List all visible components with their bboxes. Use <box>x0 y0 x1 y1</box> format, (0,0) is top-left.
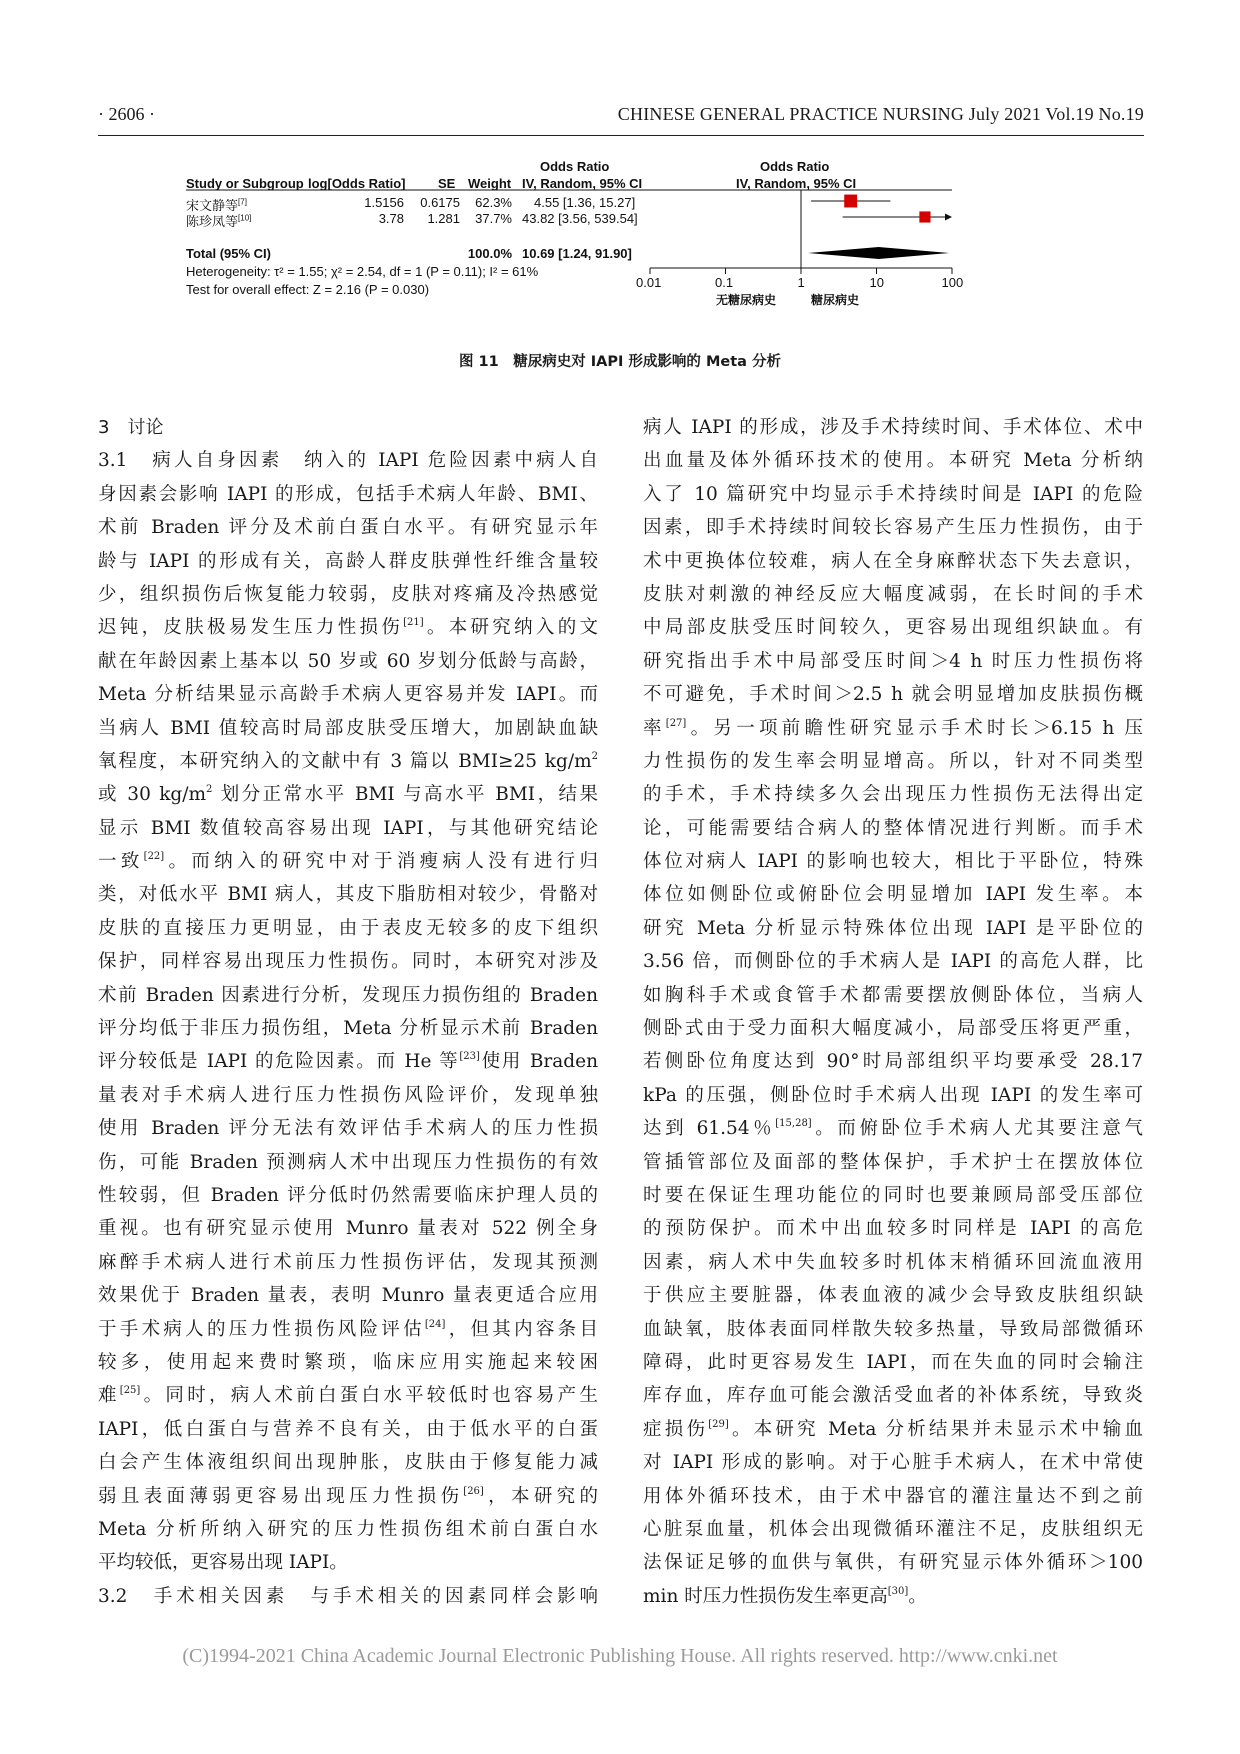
favours-left-label: 无糖尿病史 <box>716 293 777 307</box>
left-line-27: 效果优于 Braden 量表，表明 Munro 量表更适合应用 <box>98 1285 598 1307</box>
right-line-5: 术中更换体位较难，病人在全身麻醉状态下失去意识， <box>643 550 1143 572</box>
left-line-21: 量表对手术病人进行压力性损伤风险评价，发现单独 <box>98 1084 598 1106</box>
right-line-9: 不可避免，手术时间＞2.5 h 就会明显增加皮肤损伤概 <box>643 684 1143 706</box>
forest-plot <box>186 159 1066 344</box>
left-line-15: 类，对低水平 BMI 病人，其皮下脂肪相对较少，骨骼对 <box>98 884 598 906</box>
left-line-29: 较多，使用起来费时繁琐，临床应用实施起来较困 <box>98 1351 598 1373</box>
study-2-point <box>919 211 930 222</box>
left-line-2: 3.1 病人自身因素 纳入的 IAPI 危险因素中病人自 <box>98 450 598 472</box>
left-line-30: 难[25]。同时，病人术前白蛋白水平较低时也容易产生 <box>98 1385 598 1407</box>
right-line-8: 研究指出手术中局部受压时间＞4 h 时压力性损伤将 <box>643 650 1143 672</box>
right-line-13: 论，可能需要结合病人的整体情况进行判断。而手术 <box>643 817 1143 839</box>
left-line-6: 少，组织损伤后恢复能力较弱，皮肤对疼痛及冷热感觉 <box>98 583 598 605</box>
overall-effect-text: Test for overall effect: Z = 2.16 (P = 0.030) <box>186 282 430 297</box>
left-line-33: 弱且表面薄弱更容易出现压力性损伤[26]，本研究的 <box>98 1485 598 1507</box>
right-line-31: 症损伤[29]。本研究 Meta 分析结果并未显示术中输血 <box>643 1418 1143 1440</box>
page-number: · 2606 · <box>98 104 155 124</box>
study-row-1-se: 0.6175 <box>420 195 460 210</box>
right-line-30: 库存血，库存血可能会激活受血者的补体系统，导致炎 <box>643 1385 1143 1407</box>
right-line-15: 体位如侧卧位或俯卧位会明显增加 IAPI 发生率。本 <box>643 884 1143 906</box>
left-line-17: 保护，同样容易出现压力性损伤。同时，本研究对涉及 <box>98 951 598 973</box>
right-line-10: 率[27]。另一项前瞻性研究显示手术时长＞6.15 h 压 <box>643 717 1143 739</box>
right-line-25: 的预防保护。而术中出血较多时同样是 IAPI 的高危 <box>643 1218 1143 1240</box>
left-line-1: 3 讨论 <box>98 417 164 438</box>
left-line-35: 平均较低，更容易出现 IAPI。 <box>98 1552 348 1574</box>
study-row-1-log: 1.5156 <box>364 195 404 210</box>
header-odds-ratio-right: Odds Ratio <box>760 159 830 174</box>
right-line-22: 达到 61.54％[15,28]。而俯卧位手术病人尤其要注意气 <box>643 1118 1143 1140</box>
right-line-33: 用体外循环技术，由于术中器官的灌注量达不到之前 <box>643 1485 1143 1507</box>
right-column <box>643 411 1143 1613</box>
left-line-4: 术前 Braden 评分及术前白蛋白水平。有研究显示年 <box>98 517 598 539</box>
header-rule <box>98 135 1144 136</box>
study-row-2-weight: 37.7% <box>475 211 512 226</box>
right-line-14: 体位对病人 IAPI 的影响也较大，相比于平卧位，特殊 <box>643 851 1143 873</box>
right-line-6: 皮肤对刺激的神经反应大幅度减弱，在长时间的手术 <box>643 583 1143 605</box>
forest-plot-marks <box>186 172 1066 344</box>
study-2-ci-arrow <box>945 214 952 221</box>
right-line-23: 管插管部位及面部的整体保护，手术护士在摆放体位 <box>643 1151 1143 1173</box>
left-line-34: Meta 分析所纳入研究的压力性损伤组术前白蛋白水 <box>98 1518 598 1540</box>
right-line-26: 因素，病人术中失血较多时机体末梢循环回流血液用 <box>643 1251 1143 1273</box>
left-line-3: 身因素会影响 IAPI 的形成，包括手术病人年龄、BMI、 <box>98 483 598 505</box>
header-weight: Weight <box>468 176 512 191</box>
right-line-24: 时要在保证生理功能位的同时也要兼顾局部受压部位 <box>643 1184 1143 1206</box>
study-row-2-ci: 43.82 [3.56, 539.54] <box>522 211 638 226</box>
left-line-16: 皮肤的直接压力更明显，由于表皮无较多的皮下组织 <box>98 917 598 939</box>
left-line-5: 龄与 IAPI 的形成有关，高龄人群皮肤弹性纤维含量较 <box>98 550 598 572</box>
running-header <box>98 104 1144 132</box>
right-line-36: min 时压力性损伤发生率更高[30]。 <box>643 1585 927 1607</box>
right-line-34: 心脏泵血量，机体会出现微循环灌注不足，皮肤组织无 <box>643 1518 1143 1540</box>
right-line-12: 的手术，手术持续多久会出现压力性损伤无法得出定 <box>643 784 1143 806</box>
axis-tick-label-100: 100 <box>941 275 964 290</box>
right-line-27: 于供应主要脏器，体表血液的减少会导致皮肤组织缺 <box>643 1285 1143 1307</box>
right-line-20: 若侧卧位角度达到 90°时局部组织平均要承受 28.17 <box>643 1051 1143 1073</box>
right-line-1: 病人 IAPI 的形成，涉及手术持续时间、手术体位、术中 <box>643 417 1143 438</box>
total-diamond <box>808 247 949 259</box>
right-line-2: 出血量及体外循环技术的使用。本研究 Meta 分析纳 <box>643 450 1143 472</box>
study-row-1-weight: 62.3% <box>475 195 512 210</box>
total-label: Total (95% CI) <box>186 246 271 261</box>
total-weight: 100.0% <box>467 246 512 261</box>
left-line-32: 白会产生体液组织间出现肿胀，皮肤由于修复能力减 <box>98 1452 598 1474</box>
header-iv-right: IV, Random, 95% CI <box>736 176 857 191</box>
header-log: log[Odds Ratio] <box>308 176 406 191</box>
left-line-8: 献在年龄因素上基本以 50 岁或 60 岁划分低龄与高龄， <box>98 650 598 672</box>
axis-tick-label-1: 1 <box>797 275 805 290</box>
study-row-2-name: 陈珍凤等[10] <box>186 213 252 229</box>
left-line-12: 或 30 $kg/m^2$ 划分正常水平 BMI 与高水平 BMI，结果 <box>98 784 598 806</box>
right-line-18: 如胸科手术或食管手术都需要摆放侧卧体位，当病人 <box>643 984 1143 1006</box>
left-line-28: 于手术病人的压力性损伤风险评估[24]，但其内容条目 <box>98 1318 598 1340</box>
axis-tick-label-0.01: 0.01 <box>636 275 662 290</box>
journal-info: CHINESE GENERAL PRACTICE NURSING July 2021 Vol.19 No.19 <box>617 104 1144 124</box>
left-line-20: 评分较低是 IAPI 的危险因素。而 He 等[23]使用 Braden <box>98 1051 599 1073</box>
study-row-1-ci: 4.55 [1.36, 15.27] <box>534 195 636 210</box>
right-line-16: 研究 Meta 分析显示特殊体位出现 IAPI 是平卧位的 <box>643 917 1143 939</box>
total-ci: 10.69 [1.24, 91.90] <box>522 246 632 261</box>
favours-right-label: 糖尿病史 <box>811 293 860 307</box>
figure-caption: 图 11 糖尿病史对 IAPI 形成影响的 Meta 分析 <box>458 354 782 370</box>
right-line-19: 侧卧式由于受力面积大幅度减小，局部受压将更严重， <box>643 1018 1143 1040</box>
left-line-31: IAPI，低白蛋白与营养不良有关，由于低水平的白蛋 <box>98 1418 598 1440</box>
right-line-28: 血缺氧，肢体表面同样散失较多热量，导致局部微循环 <box>643 1318 1143 1340</box>
study-row-1-name: 宋文静等[7] <box>186 197 247 213</box>
left-line-7: 迟钝，皮肤极易发生压力性损伤[21]。本研究纳入的文 <box>98 617 598 639</box>
right-line-4: 因素，即手术持续时间较长容易产生压力性损伤，由于 <box>643 517 1143 539</box>
right-line-17: 3.56 倍，而侧卧位的手术病人是 IAPI 的高危人群，比 <box>643 951 1143 973</box>
left-line-19: 评分均低于非压力损伤组，Meta 分析显示术前 Braden <box>98 1018 598 1040</box>
right-line-32: 对 IAPI 形成的影响。对于心脏手术病人，在术中常使 <box>643 1452 1143 1474</box>
left-line-24: 性较弱，但 Braden 评分低时仍然需要临床护理人员的 <box>98 1184 598 1206</box>
right-line-35: 法保证足够的血供与氧供，有研究显示体外循环＞100 <box>643 1552 1143 1574</box>
axis-tick-label-0.1: 0.1 <box>715 275 734 290</box>
study-1-point <box>844 195 857 208</box>
axis-tick-label-10: 10 <box>869 275 884 290</box>
heterogeneity-text: Heterogeneity: τ² = 1.55; χ² = 2.54, df = 1 (P = 0.11); I² = 61% <box>186 264 539 279</box>
header-odds-ratio-left: Odds Ratio <box>540 159 610 174</box>
left-line-9: Meta 分析结果显示高龄手术病人更容易并发 IAPI。而 <box>98 684 598 706</box>
study-row-2-se: 1.281 <box>427 211 460 226</box>
left-line-22: 使用 Braden 评分无法有效评估手术病人的压力性损 <box>98 1118 598 1140</box>
header-iv-left: IV, Random, 95% CI <box>522 176 643 191</box>
right-line-3: 入了 10 篇研究中均显示手术持续时间是 IAPI 的危险 <box>643 483 1143 505</box>
right-line-7: 中局部皮肤受压时间较久，更容易出现组织缺血。有 <box>643 617 1143 639</box>
right-line-29: 障碍，此时更容易发生 IAPI，而在失血的同时会输注 <box>643 1351 1143 1373</box>
left-line-23: 伤，可能 Braden 预测病人术中出现压力性损伤的有效 <box>98 1151 598 1173</box>
left-line-26: 麻醉手术病人进行术前压力性损伤评估，发现其预测 <box>98 1251 598 1273</box>
header-study: Study or Subgroup <box>186 176 304 191</box>
left-line-11: 氧程度，本研究纳入的文献中有 3 篇以 BMI≥25 $kg/m^2$ <box>98 750 598 772</box>
header-se: SE <box>438 176 456 191</box>
left-line-10: 当病人 BMI 值较高时局部皮肤受压增大，加剧缺血缺 <box>98 717 598 739</box>
left-line-36: 3.2 手术相关因素 与手术相关的因素同样会影响 <box>98 1585 598 1607</box>
left-line-14: 一致[22]。而纳入的研究中对于消瘦病人没有进行归 <box>98 851 598 873</box>
left-line-18: 术前 Braden 因素进行分析，发现压力损伤组的 Braden <box>98 984 598 1006</box>
study-row-2-log: 3.78 <box>378 211 404 226</box>
right-line-11: 力性损伤的发生率会明显增高。所以，针对不同类型 <box>643 750 1143 772</box>
left-column <box>98 411 598 1613</box>
right-line-21: kPa 的压强，侧卧位时手术病人出现 IAPI 的发生率可 <box>643 1084 1143 1106</box>
copyright-footer: (C)1994-2021 China Academic Journal Electronic Publishing House. All rights reserved. http://www.cnki.net <box>182 1645 1058 1667</box>
left-line-13: 显示 BMI 数值较高容易出现 IAPI，与其他研究结论 <box>98 817 598 839</box>
left-line-25: 重视。也有研究显示使用 Munro 量表对 522 例全身 <box>98 1218 598 1240</box>
